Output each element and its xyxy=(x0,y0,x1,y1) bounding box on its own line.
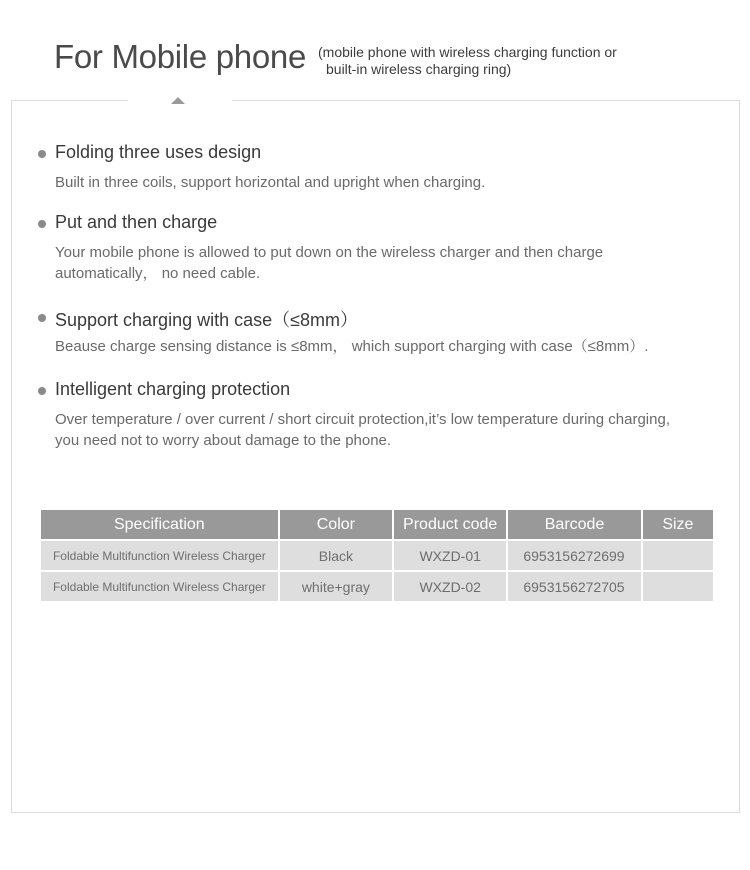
bullet-icon xyxy=(38,150,46,158)
feature-text-line: Beause charge sensing distance is ≤8mm， which support charging with case（≤8mm）. xyxy=(55,338,649,355)
cell-product-code: WXZD-02 xyxy=(394,572,506,601)
note-line-2: built-in wireless charging ring) xyxy=(326,61,512,77)
column-header-product-code: Product code xyxy=(394,510,506,539)
column-header-barcode: Barcode xyxy=(508,510,640,539)
feature-description xyxy=(55,242,603,284)
cell-specification: Foldable Multifunction Wireless Charger xyxy=(41,572,278,601)
bullet-icon xyxy=(38,220,46,228)
table-row xyxy=(41,572,713,601)
feature-title: Put and then charge xyxy=(55,212,218,232)
feature-text-line: Built in three coils, support horizontal and upright when charging. xyxy=(55,174,486,191)
table-row xyxy=(41,541,713,570)
cell-color: Black xyxy=(280,541,392,570)
cell-product-code: WXZD-01 xyxy=(394,541,506,570)
content-panel xyxy=(11,100,740,813)
bullet-icon xyxy=(38,314,46,322)
feature-description xyxy=(55,336,648,357)
cell-color: white+gray xyxy=(280,572,392,601)
feature-text-line: Over temperature / over current / short circuit protection,it’s low temperature during charging, xyxy=(55,411,670,428)
bullet-icon xyxy=(38,387,46,395)
feature-text-line: Your mobile phone is allowed to put down on the wireless charger and then charge xyxy=(55,244,604,261)
caret-up-icon xyxy=(171,97,185,104)
feature-text-line: automatically， no need cable. xyxy=(55,265,261,282)
feature-description xyxy=(55,172,485,193)
feature-put-and-charge xyxy=(38,212,603,284)
column-header-size: Size xyxy=(643,510,713,539)
feature-charging-protection xyxy=(38,379,670,451)
feature-charging-with-case xyxy=(38,306,648,357)
cell-size xyxy=(643,572,713,601)
feature-description xyxy=(55,409,670,451)
note-line-1: (mobile phone with wireless charging function or xyxy=(318,44,617,60)
cell-size xyxy=(643,541,713,570)
feature-title: Folding three uses design xyxy=(55,142,262,162)
feature-title: Intelligent charging protection xyxy=(55,379,291,399)
column-header-color: Color xyxy=(280,510,392,539)
page-title: For Mobile phone xyxy=(54,38,307,75)
column-header-specification: Specification xyxy=(41,510,278,539)
cell-barcode: 6953156272705 xyxy=(508,572,640,601)
feature-folding-design xyxy=(38,142,485,193)
cell-barcode: 6953156272699 xyxy=(508,541,640,570)
page-subtitle-note xyxy=(318,44,617,78)
feature-text-line: you need not to worry about damage to the phone. xyxy=(55,432,392,449)
spec-table xyxy=(39,508,715,603)
feature-title: Support charging with case（≤8mm） xyxy=(55,310,359,330)
table-header-row xyxy=(41,510,713,539)
cell-specification: Foldable Multifunction Wireless Charger xyxy=(41,541,278,570)
